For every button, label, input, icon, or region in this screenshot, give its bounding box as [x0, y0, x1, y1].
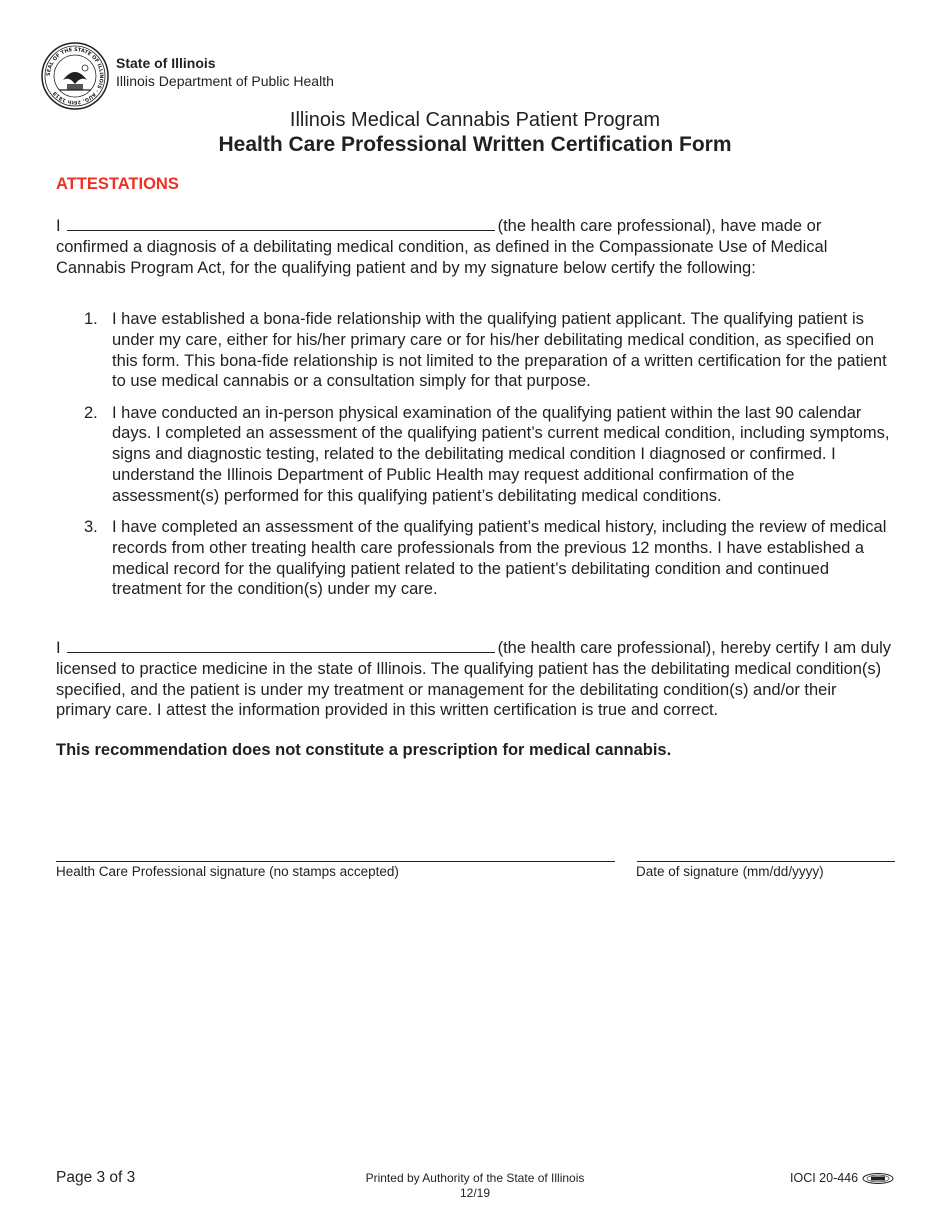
list-text: I have established a bona-fide relationship with the qualifying patient applicant. The qualifying patient is under my care, either for his/her primary care or for his/her debilitating medical condition, as specified on this form. This bona-fide relationship is not limited to the preparation of a written certification for the patient to use medical cannabis or a consultation simply for that purpose.	[112, 310, 887, 391]
attestation-list	[56, 309, 896, 611]
intro-prefix: I	[56, 217, 61, 235]
certify-paragraph	[56, 638, 896, 721]
date-code: 12/19	[459, 1186, 491, 1200]
list-text: I have completed an assessment of the qualifying patient’s medical history, including the review of medical records from other treating health care professionals from the previous 12 months. I have established a medical record for the qualifying patient related to the patient’s debilitating condition and continued treatment for the condition(s) under my care.	[112, 517, 887, 599]
list-text: I have conducted an in-person physical examination of the qualifying patient within the last 90 calendar days. I completed an assessment of the qualifying patient’s current medical condition, including symptoms, signs and diagnostic testing, related to the debilitating medical condition I diagnosed or confirmed. I understand the Illinois Department of Public Health may request additional confirmation of the assessment(s) performed for this qualifying patient’s debilitating medical conditions.	[112, 403, 890, 505]
date-label: Date of signature (mm/dd/yyyy)	[636, 864, 824, 879]
intro-paragraph	[56, 216, 896, 278]
section-heading: ATTESTATIONS	[56, 175, 179, 193]
signature-label: Health Care Professional signature (no stamps accepted)	[56, 864, 399, 879]
intro-text: (the health care professional), have made or confirmed a diagnosis of a debilitating medical condition, as defined in the Compassionate Use of Medical Cannabis Program Act, for the qualifying patient and by my signature below certify the following:	[56, 217, 828, 277]
list-item	[56, 309, 896, 392]
list-number: 3.	[84, 517, 98, 536]
svg-text:SEAL OF THE STATE OF ILLINOIS: SEAL OF THE STATE OF ILLINOIS · AUG. 26th 1818	[45, 46, 105, 106]
certify-text: (the health care professional), hereby certify I am duly licensed to practice medicine in the state of Illinois. The qualifying patient has the debilitating medical condition(s) specified, and the patient is under my treatment or management for the debilitating condition(s) and/or their primary care. I attest the information provided in this written certification is true and correct.	[56, 639, 892, 720]
title-block	[0, 108, 950, 158]
professional-name-field-2[interactable]	[67, 638, 495, 653]
list-number: 2.	[84, 403, 98, 422]
department-name: Illinois Department of Public Health	[116, 73, 334, 89]
state-name: State of Illinois	[116, 55, 216, 71]
certify-prefix: I	[56, 639, 61, 657]
date-field[interactable]	[637, 861, 895, 862]
state-seal-logo	[41, 42, 109, 110]
list-item	[56, 403, 896, 507]
list-number: 1.	[84, 310, 98, 328]
form-id: IOCI 20-446	[790, 1171, 859, 1185]
program-title: Illinois Medical Cannabis Patient Program	[289, 109, 661, 131]
agency-block	[116, 54, 334, 90]
signature-field[interactable]	[56, 861, 615, 862]
union-bug-logo	[862, 1173, 894, 1184]
form-title: Health Care Professional Written Certification Form	[218, 133, 732, 156]
page-number: Page 3 of 3	[56, 1169, 136, 1186]
prescription-notice: This recommendation does not constitute a prescription for medical cannabis.	[56, 741, 672, 759]
list-item	[56, 517, 896, 600]
printed-by-text: Printed by Authority of the State of Illinois	[365, 1171, 585, 1185]
professional-name-field[interactable]	[67, 216, 495, 231]
